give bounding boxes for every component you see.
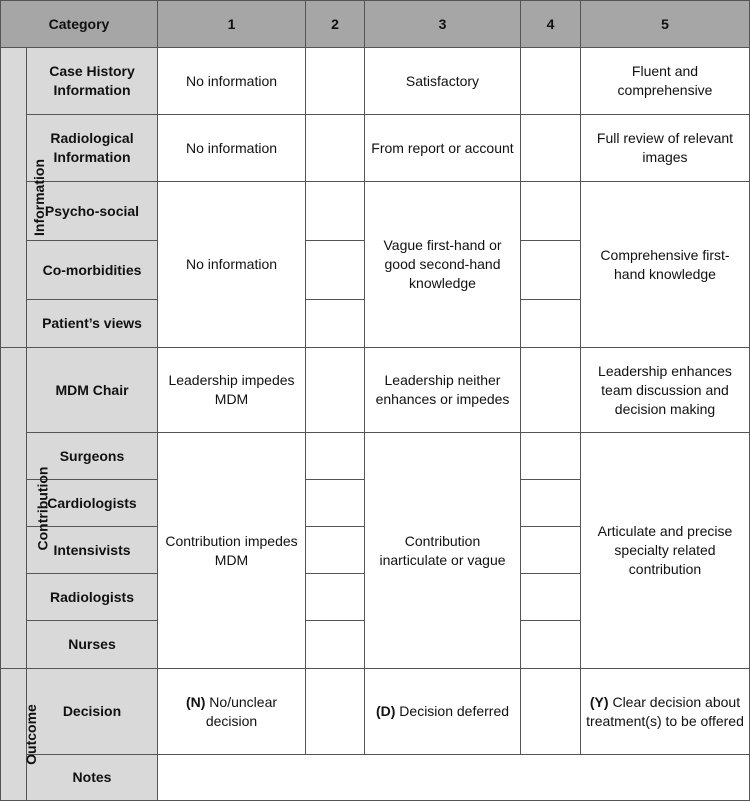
mdm-chair-score-2[interactable] xyxy=(306,348,365,433)
intensivists-score-4[interactable] xyxy=(521,527,581,574)
label-surgeons: Surgeons xyxy=(27,433,158,480)
row-mdm-chair xyxy=(1,348,750,433)
decision-text-d: Decision deferred xyxy=(395,703,510,719)
decision-score-3 xyxy=(365,669,521,755)
notes-field[interactable] xyxy=(158,755,750,801)
information-group-score-3: Vague first-hand or good second-hand knowledge xyxy=(365,182,521,348)
decision-score-5 xyxy=(581,669,750,755)
radiologists-score-4[interactable] xyxy=(521,574,581,621)
label-psychosocial: Psycho-social xyxy=(27,182,158,241)
label-case-history: Case History Information xyxy=(27,48,158,115)
label-radiological: Radiological Information xyxy=(27,115,158,182)
case-history-score-5: Fluent and comprehensive xyxy=(581,48,750,115)
decision-code-n: (N) xyxy=(185,693,206,710)
surgeons-score-2[interactable] xyxy=(306,433,365,480)
decision-score-1 xyxy=(158,669,306,755)
cardiologists-score-2[interactable] xyxy=(306,480,365,527)
radiological-score-2[interactable] xyxy=(306,115,365,182)
section-contribution: Contribution xyxy=(1,348,27,669)
radiological-score-5: Full review of relevant images xyxy=(581,115,750,182)
row-case-history xyxy=(1,48,750,115)
label-comorbidities: Co-morbidities xyxy=(27,241,158,300)
section-outcome: Outcome xyxy=(1,669,27,801)
information-group-score-5: Comprehensive first-hand knowledge xyxy=(581,182,750,348)
label-decision: Decision xyxy=(27,669,158,755)
row-notes xyxy=(1,755,750,801)
decision-score-4[interactable] xyxy=(521,669,581,755)
radiologists-score-2[interactable] xyxy=(306,574,365,621)
row-decision xyxy=(1,669,750,755)
mdm-chair-score-1: Leadership impedes MDM xyxy=(158,348,306,433)
mdm-chair-score-5: Leadership enhances team discussion and decision making xyxy=(581,348,750,433)
mdm-chair-score-4[interactable] xyxy=(521,348,581,433)
header-score-4: 4 xyxy=(521,1,581,48)
intensivists-score-2[interactable] xyxy=(306,527,365,574)
decision-text-n: No/unclear decision xyxy=(205,693,278,729)
decision-text-y: Clear decision about treatment(s) to be offered xyxy=(586,693,744,729)
contribution-group-score-3: Contribution inarticulate or vague xyxy=(365,433,521,669)
decision-code-y: (Y) xyxy=(589,693,609,710)
comorbidities-score-2[interactable] xyxy=(306,241,365,300)
case-history-score-1: No information xyxy=(158,48,306,115)
label-intensivists: Intensivists xyxy=(27,527,158,574)
radiological-score-4[interactable] xyxy=(521,115,581,182)
psychosocial-score-2[interactable] xyxy=(306,182,365,241)
decision-score-2[interactable] xyxy=(306,669,365,755)
header-score-2: 2 xyxy=(306,1,365,48)
information-group-score-1: No information xyxy=(158,182,306,348)
radiological-score-1: No information xyxy=(158,115,306,182)
nurses-score-2[interactable] xyxy=(306,621,365,669)
patients-views-score-2[interactable] xyxy=(306,300,365,348)
case-history-score-4[interactable] xyxy=(521,48,581,115)
case-history-score-2[interactable] xyxy=(306,48,365,115)
row-psychosocial xyxy=(1,182,750,241)
decision-code-d: (D) xyxy=(375,703,396,719)
label-cardiologists: Cardiologists xyxy=(27,480,158,527)
contribution-group-score-5: Articulate and precise specialty related contribution xyxy=(581,433,750,669)
header-score-5: 5 xyxy=(581,1,750,48)
comorbidities-score-4[interactable] xyxy=(521,241,581,300)
label-notes: Notes xyxy=(27,755,158,801)
header-row xyxy=(1,1,750,48)
row-radiological xyxy=(1,115,750,182)
patients-views-score-4[interactable] xyxy=(521,300,581,348)
label-nurses: Nurses xyxy=(27,621,158,669)
label-mdm-chair: MDM Chair xyxy=(27,348,158,433)
case-history-score-3: Satisfactory xyxy=(365,48,521,115)
label-radiologists: Radiologists xyxy=(27,574,158,621)
mdm-chair-score-3: Leadership neither enhances or impedes xyxy=(365,348,521,433)
label-patients-views: Patient’s views xyxy=(27,300,158,348)
radiological-score-3: From report or account xyxy=(365,115,521,182)
section-information: Information xyxy=(1,48,27,348)
psychosocial-score-4[interactable] xyxy=(521,182,581,241)
cardiologists-score-4[interactable] xyxy=(521,480,581,527)
header-score-3: 3 xyxy=(365,1,521,48)
nurses-score-4[interactable] xyxy=(521,621,581,669)
row-surgeons xyxy=(1,433,750,480)
contribution-group-score-1: Contribution impedes MDM xyxy=(158,433,306,669)
surgeons-score-4[interactable] xyxy=(521,433,581,480)
header-category: Category xyxy=(1,1,158,48)
header-score-1: 1 xyxy=(158,1,306,48)
